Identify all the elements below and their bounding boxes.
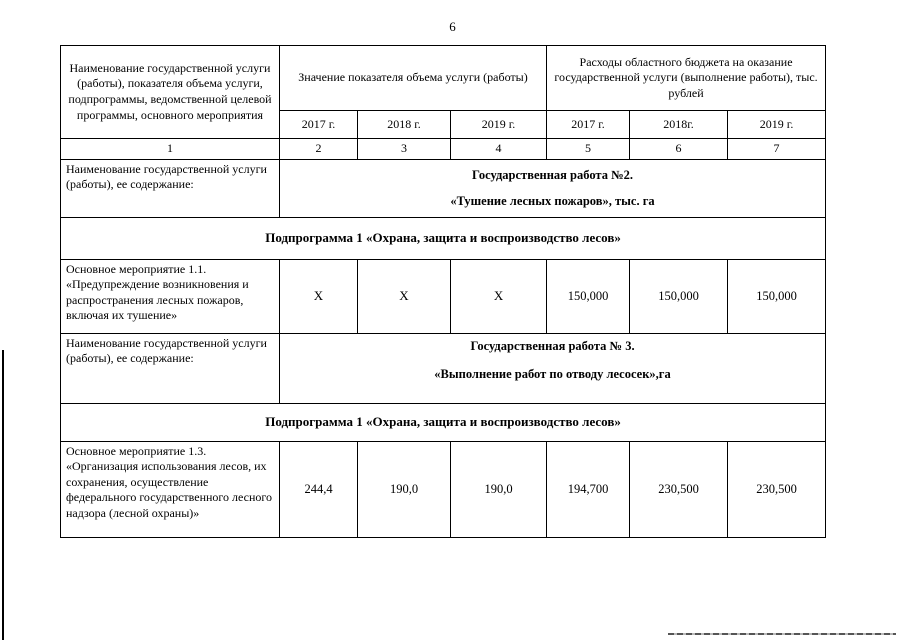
work3-title-line2: «Выполнение работ по отводу лесосек»,га [434,366,671,381]
measure-1-3-expense-2018: 230,500 [630,441,728,537]
measure-1-1-expense-2018: 150,000 [630,259,728,333]
column-number: 4 [451,139,547,160]
header-year: 2018 г. [358,111,451,139]
measure-1-1-name: Основное мероприятие 1.1. «Предупреждение возникновения и распространения лесных пожаров, включая их тушение» [61,259,280,333]
measure-1-3-volume-2017: 244,4 [280,441,358,537]
header-volume-column: Значение показателя объема услуги (работы) [280,46,547,111]
header-year: 2019 г. [451,111,547,139]
subprogram-1-heading-repeat: Подпрограмма 1 «Охрана, защита и воспроизводство лесов» [61,403,826,441]
work2-label: Наименование государственной услуги (работы), ее содержание: [61,159,280,217]
scan-edge-line [2,350,4,640]
header-year: 2019 г. [728,111,826,139]
subprogram-1-heading: Подпрограмма 1 «Охрана, защита и воспроизводство лесов» [61,217,826,259]
column-number: 1 [61,139,280,160]
column-number: 6 [630,139,728,160]
measure-1-3-expense-2019: 230,500 [728,441,826,537]
header-year: 2017 г. [280,111,358,139]
work3-title [280,333,826,403]
work2-title [280,159,826,217]
column-number: 3 [358,139,451,160]
header-year: 2017 г. [547,111,630,139]
measure-1-1-volume-2017: Х [280,259,358,333]
work3-label: Наименование государственной услуги (работы), ее содержание: [61,333,280,403]
work3-title-line1: Государственная работа № 3. [470,338,635,353]
header-year: 2018г. [630,111,728,139]
measure-1-1-expense-2017: 150,000 [547,259,630,333]
measure-1-1-volume-2019: Х [451,259,547,333]
header-expense-column: Расходы областного бюджета на оказание государственной услуги (выполнение работы), тыс. рублей [547,46,826,111]
work2-title-line1: Государственная работа №2. [472,168,634,183]
header-name-column: Наименование государственной услуги (работы), показателя объема услуги, подпрограммы, ведомственной целевой программы, основного мероприятия [61,46,280,139]
column-number: 5 [547,139,630,160]
budget-table [60,45,826,538]
scan-bottom-rule [668,633,896,635]
measure-1-3-name: Основное мероприятие 1.3. «Организация использования лесов, их сохранения, осуществление федерального государственного лесного надзора (лесной охраны)» [61,441,280,537]
measure-1-1-volume-2018: Х [358,259,451,333]
column-number: 7 [728,139,826,160]
measure-1-3-expense-2017: 194,700 [547,441,630,537]
measure-1-3-volume-2019: 190,0 [451,441,547,537]
measure-1-3-volume-2018: 190,0 [358,441,451,537]
measure-1-1-expense-2019: 150,000 [728,259,826,333]
page-number: 6 [449,19,456,34]
work2-title-line2: «Тушение лесных пожаров», тыс. га [450,194,655,209]
column-number: 2 [280,139,358,160]
